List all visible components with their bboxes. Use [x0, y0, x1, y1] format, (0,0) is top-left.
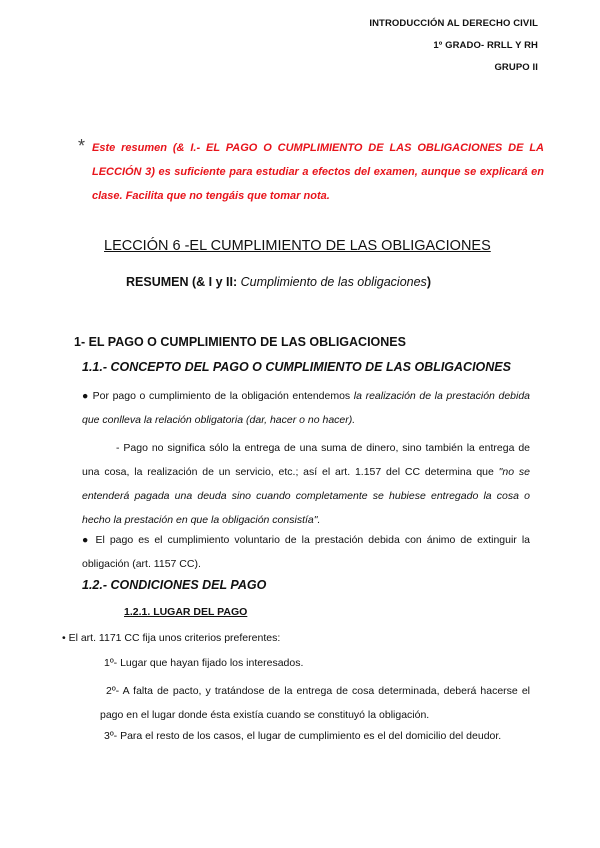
paragraph-payment-start: - Pago no significa sólo la entrega de una suma de dinero, sino también la entrega de una cosa, la realización de un servicio, etc.; así el art. 1.157 del CC determina que: [82, 442, 530, 478]
summary-italic: Cumplimiento de las obligaciones: [240, 275, 427, 289]
subsection-concept-title: 1.1.- CONCEPTO DEL PAGO O CUMPLIMIENTO DE LAS OBLIGACIONES: [82, 360, 511, 374]
lesson-title: LECCIÓN 6 -EL CUMPLIMIENTO DE LAS OBLIGACIONES: [104, 238, 491, 254]
paragraph-definition: ● El pago es el cumplimiento voluntario de la prestación debida con ánimo de extinguir la obligación (art. 1157 CC).: [82, 534, 530, 570]
criteria-item-2: 2º- A falta de pacto, y tratándose de la entrega de cosa determinada, deberá hacerse el pago en el lugar donde ésta existía cuando se constituyó la obligación.: [100, 685, 530, 721]
header-group: GRUPO II: [494, 62, 538, 73]
criteria-item-1: 1º- Lugar que hayan fijado los interesados.: [104, 657, 304, 669]
section-title: 1- EL PAGO O CUMPLIMIENTO DE LAS OBLIGACIONES: [74, 335, 406, 349]
summary-suffix: ): [426, 275, 431, 289]
criteria-intro: • El art. 1171 CC fija unos criterios preferentes:: [62, 632, 281, 644]
paragraph-concept-italic: la realización de la prestación debida que conlleva la relación obligatoria (dar, hacer o no hacer).: [82, 390, 531, 426]
paragraph-payment: [82, 436, 530, 532]
subsection-conditions-title: 1.2.- CONDICIONES DEL PAGO: [82, 578, 267, 592]
criteria-item-3: 3º- Para el resto de los casos, el lugar de cumplimiento es el del domicilio del deudor.: [104, 730, 502, 742]
paragraph-concept: [82, 384, 530, 432]
paragraph-concept-start: ● Por pago o cumplimiento de la obligación entendemos: [82, 390, 354, 402]
asterisk-icon: *: [78, 136, 86, 156]
summary-note-text: Este resumen (& I.- EL PAGO O CUMPLIMIENTO DE LAS OBLIGACIONES DE LA LECCIÓN 3) es suficiente para estudiar a efectos del examen, aunque se explicará en clase. Facilita que no tengáis que tomar nota.: [92, 142, 544, 202]
summary-heading: [126, 275, 431, 289]
paragraph-payment-italic: "no se entenderá pagada una deuda sino cuando completamente se hubiese entregado la cosa o hecho la prestación en que la obligación consistía".: [82, 466, 530, 526]
summary-note: [92, 136, 544, 208]
header-grade: 1º GRADO- RRLL Y RH: [433, 40, 538, 51]
header-course: INTRODUCCIÓN AL DERECHO CIVIL: [369, 18, 538, 29]
subsection-place-title: 1.2.1. LUGAR DEL PAGO: [124, 606, 248, 618]
summary-prefix: RESUMEN (& I y II:: [126, 275, 241, 289]
